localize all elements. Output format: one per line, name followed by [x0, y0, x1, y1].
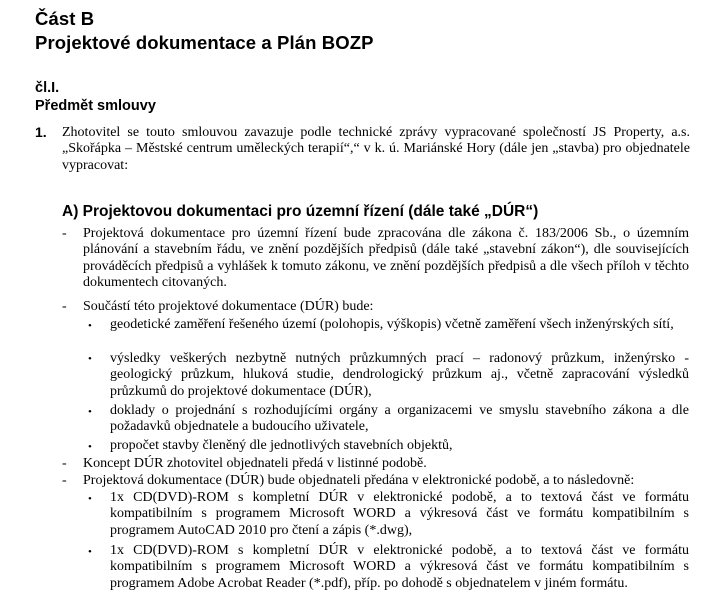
clause-number: 1.: [35, 124, 47, 140]
section-a-title: A) Projektovou dokumentaci pro územní řízení (dále také „DÚR“): [62, 203, 539, 220]
list-item: 1x CD(DVD)-ROM s kompletní DÚR v elektronické podobě, a to textová část ve formátu kompatibilním s programem Microsoft WORD a výkresová část ve formátu kompatibilním s programem AutoCAD 2010 pro čtení a zápis (*.dwg),: [110, 490, 689, 538]
article-heading: [35, 79, 156, 115]
list-item: 1x CD(DVD)-ROM s kompletní DÚR v elektronické podobě, a to textová část ve formátu kompatibilním s programem Microsoft WORD a výkresová část ve formátu kompatibilním s programem Adobe Acrobat Reader (*.pdf), příp. po dohodě s objednatelem v jiném formátu.: [110, 543, 689, 591]
bullet-marker: •: [88, 320, 92, 332]
article-title: Předmět smlouvy: [35, 98, 156, 114]
dash-marker: -: [62, 226, 67, 241]
dash-marker: -: [62, 299, 67, 314]
clause-text: Zhotovitel se touto smlouvou zavazuje podle technické zprávy vypracované společností JS Property, a.s. „Skořápka – Městské centrum uměleckých terapií“,“ v k. ú. Mariánské Hory (dále jen „stavba) pro objednatele vypracovat:: [62, 125, 690, 173]
list-item: geodetické zaměření řešeného území (polohopis, výškopis) včetně zaměření všech inženýrských sítí,: [110, 317, 674, 332]
bullet-marker: •: [88, 441, 92, 453]
part-heading: Část B: [35, 8, 95, 29]
list-item: propočet stavby členěný dle jednotlivých stavebních objektů,: [110, 438, 453, 453]
list-item: Projektová dokumentace (DÚR) bude objednateli předána v elektronické podobě, a to následovně:: [83, 473, 635, 488]
dash-marker: -: [62, 456, 67, 471]
bullet-marker: •: [88, 493, 92, 505]
list-item: Koncept DÚR zhotovitel objednateli předá v listinné podobě.: [83, 456, 427, 471]
list-item: výsledky veškerých nezbytně nutných průzkumných prací – radonový průzkum, inženýrsko - geologický průzkum, hluková studie, dendrologický průzkum aj., včetně zapracování výsledků průzkumů do projektové dokumentace (DÚR),: [110, 351, 689, 399]
part-title: Projektové dokumentace a Plán BOZP: [35, 32, 374, 53]
list-item: Projektová dokumentace pro územní řízení bude zpracována dle zákona č. 183/2006 Sb., o územním plánování a stavebním řádu, ve znění pozdějších předpisů (dále také „stavební zákon“), dle souvisejících prováděcích předpisů a vyhlášek k tomuto zákonu, ve znění pozdějších předpisů a dle všech příloh v těchto dokumentech citovaných.: [83, 226, 689, 290]
bullet-marker: •: [88, 353, 92, 365]
article-number: čl.I.: [35, 80, 60, 96]
list-item: Součástí této projektové dokumentace (DÚR) bude:: [83, 299, 374, 314]
document-heading: [35, 7, 374, 55]
list-item: doklady o projednání s rozhodujícími orgány a organizacemi ve smyslu stavebního zákona a dle požadavků objednatele a budoucího uživatele,: [110, 403, 689, 435]
bullet-marker: •: [88, 546, 92, 558]
bullet-marker: •: [88, 406, 92, 418]
dash-marker: -: [62, 473, 67, 488]
